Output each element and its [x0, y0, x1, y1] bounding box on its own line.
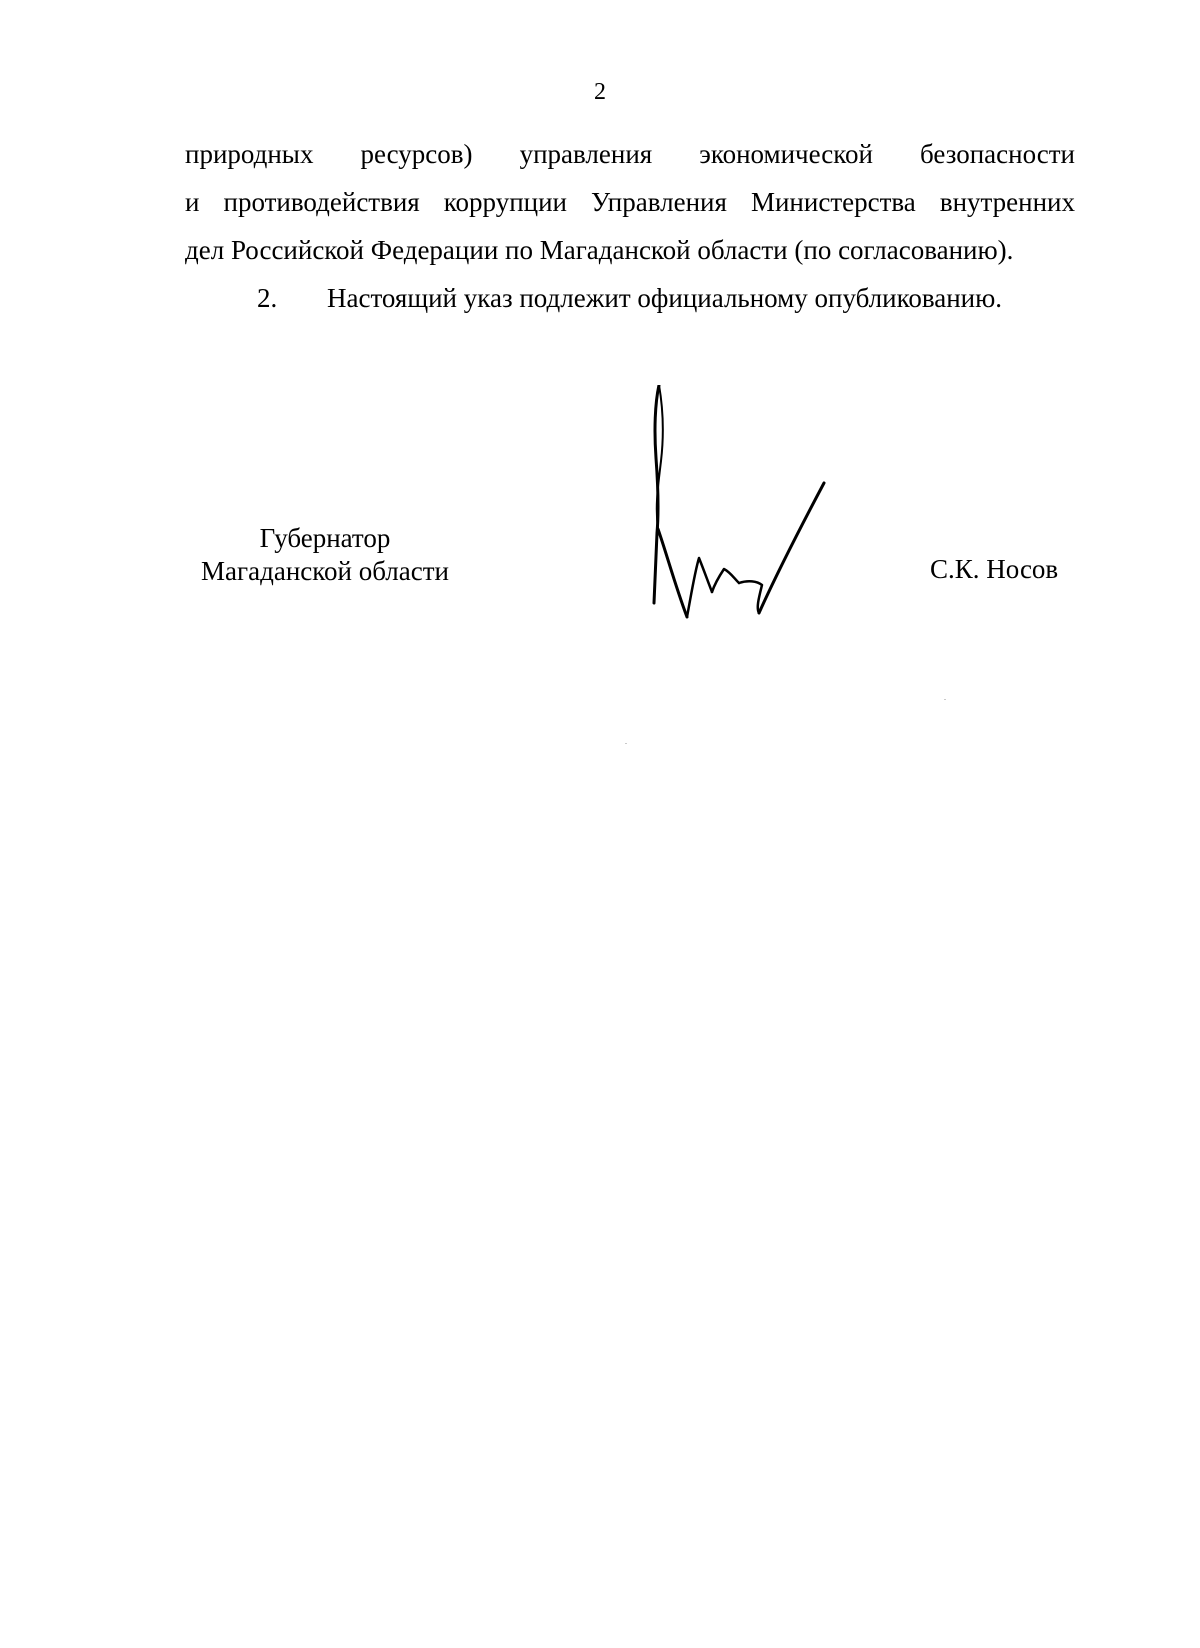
point-2-text: Настоящий указ подлежит официальному опубликованию.: [327, 283, 1003, 313]
handwritten-signature-icon: [640, 385, 850, 635]
scan-dot: [625, 743, 627, 744]
signatory-title: Губернатор: [259, 523, 391, 553]
scan-dot: [944, 699, 946, 700]
paragraph-line-1: природных ресурсов) управления экономической безопасности: [185, 139, 1075, 169]
paragraph-line-3: дел Российской Федерации по Магаданской области (по согласованию).: [185, 235, 1014, 265]
paragraph-line-2: и противодействия коррупции Управления Министерства внутренних: [185, 187, 1075, 217]
page-number: 2: [594, 79, 606, 105]
signatory-position: [185, 522, 465, 588]
signatory-name: С.К. Носов: [930, 554, 1059, 584]
signatory-region: Магаданской области: [201, 556, 449, 586]
point-2-number: 2.: [257, 283, 278, 313]
